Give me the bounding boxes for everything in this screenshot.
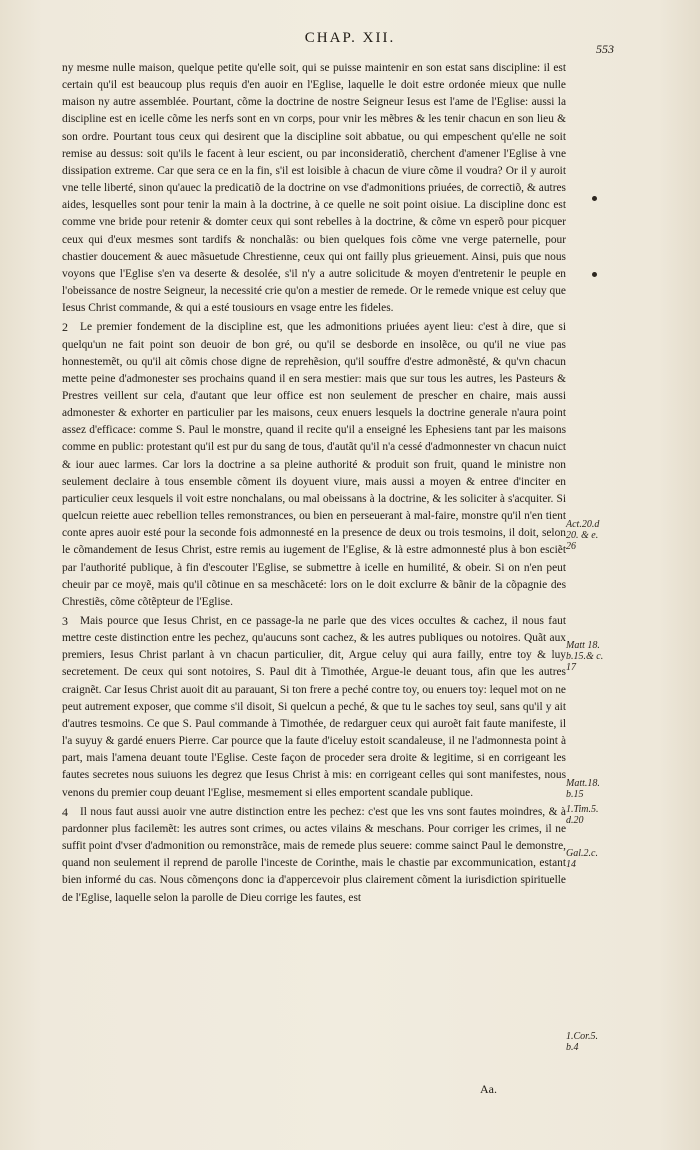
paragraph-text: Il nous faut aussi auoir vne autre distinction entre les pechez: c'est que les vns sont fautes moindres, & à pardonner plus facilemẽt: les autres sont crimes, ou actes vilains & meschans. Pour corriger les crimes, il ne suffit point d'vser d'admonition ou remonstrãce, mais de remede plus seuere: comme sainct Paul le demonstre, quand non seulement il reprend de parolle l'inceste de Corinthe, mais le chastie par excommunication, estant bien informé du cas. Nous cõmençons donc ia d'appercevoir plus clairement cõment la iurisdiction spirituelle de l'Eglise, laquelle selon la parolle de Dieu corrige les fautes, est (62, 805, 566, 904)
margin-note-matthew: Matt 18. b.15.& c. 17 (566, 640, 604, 673)
section-number: 3 (62, 614, 68, 628)
margin-note-galatians: Gal.2.c. 14 (566, 848, 598, 870)
paragraph-1 (62, 60, 566, 317)
margin-bullet-icon (592, 272, 597, 277)
margin-note-acts: Act.20.d 20. & e. 26 (566, 519, 600, 552)
page-number: 553 (596, 42, 614, 56)
catchword: Aa. (480, 1082, 497, 1096)
paragraph-text: Mais pource que Iesus Christ, en ce passage-la ne parle que des vices occultes & cachez, il nous faut mettre ceste distinction entre les pechez, qu'aucuns sont cachez, & les autres publiques ou notoires. Quãt aux premiers, Iesus Christ parlant à vn chacun particulier, dit, Argue celuy qui aura failly, entre toy & luy secretement. De ceux qui sont notoires, S. Paul dit à Timothée, Argue-le deuant tous, afin que les autres craignẽt. Car Iesus Christ auoit dit au parauant, Si ton frere a peché contre toy, ou enuers toy: lequel mot on ne peut autrement exposer, que comme s'il disoit, Si quelcun a peché, & que tu le saches toy seul, sans qu'il y ait d'autres tesmoins. Ce que S. Paul commande à Timothée, de redarguer ceux qui auroẽt fait faute manifeste, il l'a suyuy & gardé enuers Pierre. Car pource que la faute d'iceluy estoit scandaleuse, il ne l'admonnesta point à part, mais l'amena deuant toute l'Eglise. Ceste façon de proceder sera droite & legitime, si en corrigeant les fautes secretes nous suiuons les degrez que Iesus Christ à mis: en corrigeant celles qui sont manifestes, nous venons du premier coup deuant l'Eglise, mesmement si elles emportent scandale publique. (62, 615, 566, 799)
paragraph-4 (62, 804, 566, 907)
margin-note-timothy: 1.Tim.5. d.20 (566, 804, 599, 826)
margin-note-corinthians: 1.Cor.5. b.4 (566, 1031, 598, 1053)
margin-bullet-icon (592, 196, 597, 201)
section-number: 4 (62, 804, 68, 819)
paragraph-2 (62, 319, 566, 611)
section-number: 2 (62, 320, 68, 335)
paragraph-text: Le premier fondement de la discipline est, que les admonitions priuées ayent lieu: c'est à dire, que si quelqu'un ne fait point son deuoir de bon gré, ou qu'il se desborde en insolẽce, ou qu'il ne viue pas honnestemẽt, ou qu'il ait cõmis chose digne de reprehẽsion, qu'il souffre d'estre admonẽsté, & qu'vn chacun mette peine d'admonester ses prochains quand il en sera mestier: mais que sur tous les autres, les Pasteurs & Prestres veillent sur cela, d'autant que leur office est non seulement de prescher en chaire, mais aussi admonester & exhorter en particulier par les maisons, ceux enuers lesquels la doctrine generale n'aura point assez d'efficace: comme S. Paul le monstre, quand il recite qu'il a enseigné les Ephesiens tant par les maisons comme en public: protestant qu'il est pur du sang de tous, d'autãt qu'il n'a cessé d'admonnester vn chacun nuict & iour auec larmes. Car lors la doctrine a sa pleine authorité & produit son fruit, quand le ministre non seulement declaire à tous ensemble cõment ils doyuent viure, mais aussi a moyen & entree d'inciter en particulier ceux lesquels il voit estre nonchalans, ou mal obeissans à la doctrine, & les soliciter à s'acquiter. Si quelcun reiette auec rebellion telles remonstrances, ou bien en perseuerant à mal-faire, monstre qu'il n'en tient conte apres auoir esté pour la seconde fois admonnesté en la presence de deux ou trois tesmoins, il doit, selon le cõmandement de Iesus Christ, estre remis au iugement de l'Eglise, & là estre admonnesté plus à bon esciẽt par l'authorité publique, à fin d'escouter l'Eglise, se submettre à icelle en humilité, & obeir. Si on n'en peut cheuir par ce moyẽ, mais qu'il cõtinue en sa meschãceté: lors on le doit exclurre & bãnir de la cõpagnie des Chrestiẽs, cõme cõtẽpteur de l'Eglise. (62, 321, 566, 608)
main-text (62, 60, 566, 907)
paragraph-text: ny mesme nulle maison, quelque petite qu'elle soit, qui se puisse maintenir en son estat sans discipline: il est certain qu'il est beaucoup plus requis d'en auoir en l'Eglise, laquelle le doit estre ordonée mieux que nulle maison ny autre assemblée. Pourtant, cõme la doctrine de nostre Seigneur Iesus est l'ame de l'Eglise: aussi la discipline est en icelle cõme les nerfs sont en vn corps, pour vnir les mẽbres & les tenir chacun en son lieu & son ordre. Pourtant tous ceux qui desirent que la discipline soit abbatue, ou qui empeschent qu'elle ne soit remise au dessus: soit qu'ils le facent à leur escient, ou par inconsideratiõ, cherchent d'amener l'Eglise à vne dissipation extreme. Car que sera ce en la fin, s'il est loisible à chacun de viure cõme il voudra? Or il y auroit vne telle liberté, sinon qu'auec la predicatiõ de la doctrine on vse d'admonitions priuées, de correctiõ, & autres aides, lesquelles sont pour tenir la main à la doctrine, à ce quelle ne soit point oisiue. La discipline donc est comme vne bride pour retenir & domter ceux qui sont rebelles à la doctrine, & cõme vn esperõ pour picquer ceux qui d'eux mesmes sont tardifs & nonchalãs: ou bien quelques fois cõme vne verge paternelle, pour chastier doucement & auec mãsuetude Chrestienne, ceux qui ont failly plus grieuement. Ainsi, puis que nous voyons que l'Eglise s'en va deserte & desolée, s'il n'y a autre solicitude & moyen d'entretenir le peuple en l'obeissance de nostre Seigneur, la necessité crie qu'on a mestier de remede. Or le remede vnique est celuy que Iesus Christ commande, & qui a esté tousiours en vsage entre les fideles. (62, 62, 566, 315)
margin-note-matthew-2: Matt.18. b.15 (566, 778, 600, 800)
chapter-heading: CHAP. XII. (304, 30, 396, 46)
paragraph-3 (62, 613, 566, 802)
